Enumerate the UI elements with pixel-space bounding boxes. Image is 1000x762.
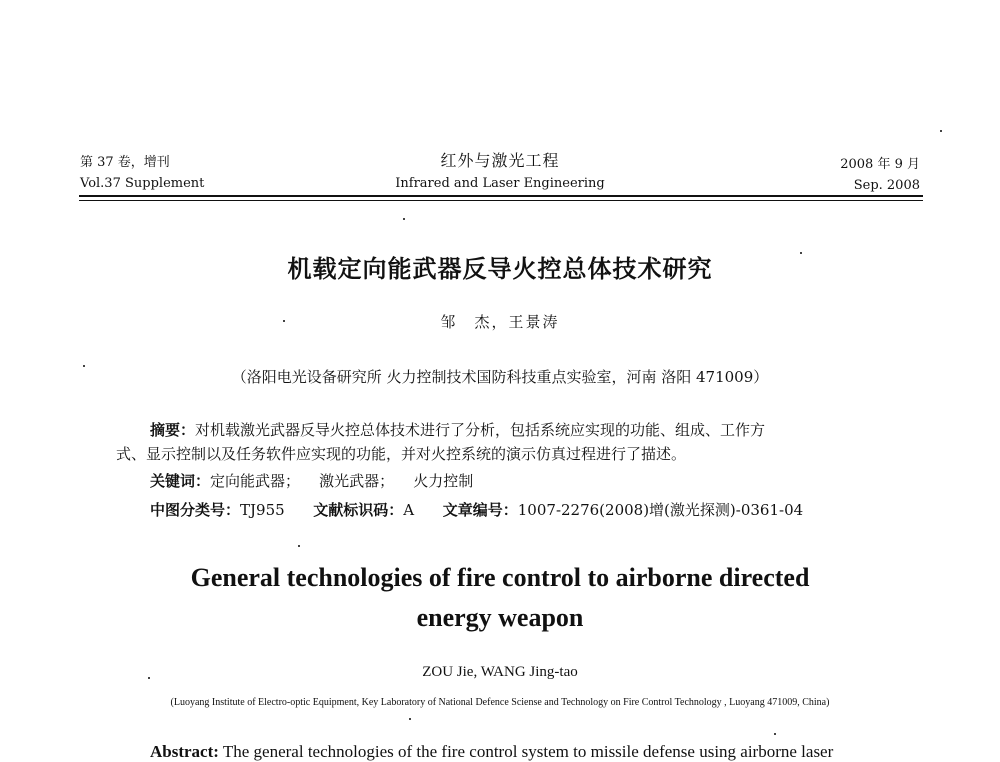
keywords-cn xyxy=(150,469,473,493)
scan-speck xyxy=(774,733,776,735)
abstract-cn-text-1: 对机载激光武器反导火控总体技术进行了分析，包括系统应实现的功能、组成、工作方 xyxy=(195,421,766,439)
keyword-1: 定向能武器； xyxy=(210,472,301,490)
volume-en: Vol.37 Supplement xyxy=(80,176,205,191)
scan-speck xyxy=(298,545,300,547)
scan-speck xyxy=(403,218,405,220)
authors-en: ZOU Jie, WANG Jing-tao xyxy=(422,664,578,680)
header-rule-thin xyxy=(79,200,923,201)
paper-title-cn: 机载定向能武器反导火控总体技术研究 xyxy=(287,255,713,283)
scan-speck xyxy=(148,677,150,679)
doc-code-value: A xyxy=(403,501,415,519)
keyword-2: 激光武器； xyxy=(319,472,395,490)
scan-speck xyxy=(409,718,411,720)
clc-label: 中图分类号： xyxy=(150,501,241,519)
abstract-en-label: Abstract: xyxy=(150,742,219,761)
scan-speck xyxy=(83,365,85,367)
scan-speck xyxy=(940,130,942,132)
paper-title-en-line1: General technologies of fire control to airborne directed xyxy=(190,563,810,592)
article-no-value: 1007-2276(2008)增(激光探测)-0361-04 xyxy=(517,501,804,519)
abstract-cn-line1 xyxy=(150,418,765,442)
doc-code-label: 文献标识码： xyxy=(313,501,404,519)
authors-cn: 邹 杰，王景涛 xyxy=(440,313,560,331)
scan-speck xyxy=(800,252,802,254)
clc-value: TJ955 xyxy=(240,501,285,519)
abstract-cn-label: 摘要： xyxy=(150,421,196,439)
volume-cn: 第 37 卷，增刊 xyxy=(80,155,170,170)
affiliation-en: (Luoyang Institute of Electro-optic Equipment, Key Laboratory of National Defence Sciense and Technology on Fire Control Technology , Luoyang 471009, China) xyxy=(170,697,830,708)
paper-title-en-line2: energy weapon xyxy=(416,603,584,632)
abstract-cn-text-2: 式、显示控制以及任务软件应实现的功能，并对火控系统的演示仿真过程进行了描述。 xyxy=(116,445,687,463)
scan-speck xyxy=(283,320,285,322)
journal-name-en: Infrared and Laser Engineering xyxy=(395,176,605,191)
abstract-en xyxy=(150,742,833,762)
keyword-3: 火力控制 xyxy=(413,472,474,490)
journal-name-cn: 红外与激光工程 xyxy=(440,151,560,170)
header-rule-thick xyxy=(79,195,923,197)
date-en: Sep. 2008 xyxy=(853,178,920,193)
affiliation-cn: （洛阳电光设备研究所 火力控制技术国防科技重点实验室，河南 洛阳 471009） xyxy=(231,368,769,386)
date-cn: 2008 年 9 月 xyxy=(840,157,920,172)
classification-line xyxy=(150,498,803,522)
article-no-label: 文章编号： xyxy=(442,501,518,519)
abstract-en-text: The general technologies of the fire control system to missile defense using airborne laser xyxy=(222,742,834,761)
keywords-cn-label: 关键词： xyxy=(150,472,211,490)
